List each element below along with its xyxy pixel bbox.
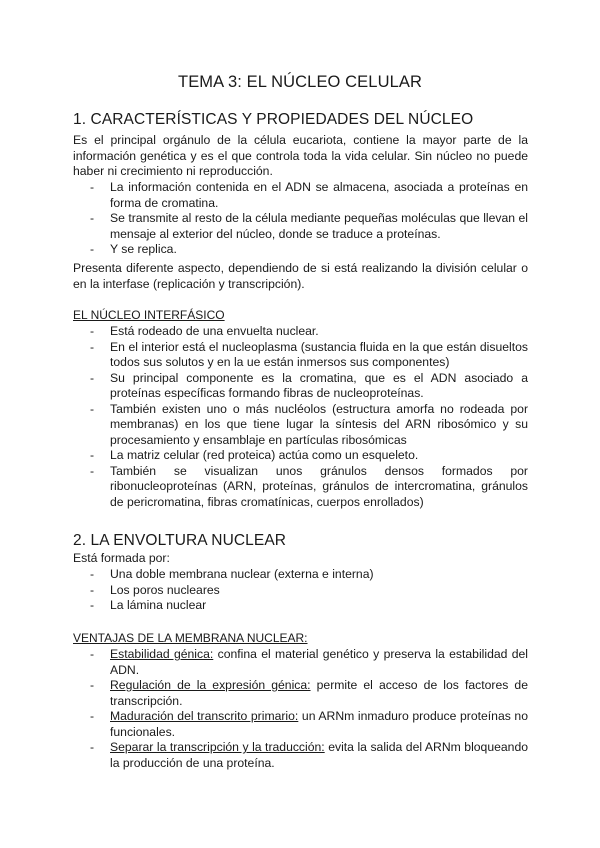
page-title: TEMA 3: EL NÚCLEO CELULAR xyxy=(178,73,422,91)
section-1-outro: Presenta diferente aspecto, dependiendo de si está realizando la división celular o en la interfase (replicación y transcripción). xyxy=(73,261,528,291)
list-item: - También se visualizan unos gránulos densos formados por ribonucleoproteínas (ARN, proteínas, gránulos de intercromatina, gránulos de pericromatina, fibras cromatínicas, cuerpos enrollados) xyxy=(73,464,528,511)
interphase-heading: EL NÚCLEO INTERFÁSICO xyxy=(73,308,225,322)
list-item: - Los poros nucleares xyxy=(73,583,528,599)
list-item: - La matriz celular (red proteica) actúa como un esqueleto. xyxy=(73,448,528,464)
advantages-list xyxy=(73,647,528,771)
advantage-term: Estabilidad génica: xyxy=(110,647,214,661)
list-item: - Y se replica. xyxy=(73,242,528,258)
list-item: - La lámina nuclear xyxy=(73,598,528,614)
list-item: - Se transmite al resto de la célula mediante pequeñas moléculas que llevan el mensaje al exterior del núcleo, donde se traduce a proteínas. xyxy=(73,211,528,242)
advantage-term: Regulación de la expresión génica: xyxy=(110,678,311,692)
section-2-heading: 2. LA ENVOLTURA NUCLEAR xyxy=(73,532,287,549)
advantage-term: Separar la transcripción y la traducción: xyxy=(110,740,325,754)
section-1-list xyxy=(73,180,528,258)
advantage-text: confina el material genético y preserva la estabilidad del ADN. xyxy=(110,647,529,677)
list-item xyxy=(73,647,528,678)
advantage-text: permite el acceso de los factores de transcripción. xyxy=(110,678,528,708)
advantage-text: evita la salida del ARNm bloqueando la producción de una proteína. xyxy=(110,740,529,770)
advantage-term: Maduración del transcrito primario: xyxy=(110,709,299,723)
list-item: - También existen uno o más nucléolos (estructura amorfa no rodeada por membranas) en los que tiene lugar la síntesis del ARN ribosómico y su procesamiento y ensamblaje en partículas ribosómicas xyxy=(73,402,528,449)
list-item xyxy=(73,709,528,740)
section-1-intro: Es el principal orgánulo de la célula eucariota, contiene la mayor parte de la información genética y es el que controla toda la vida celular. Sin núcleo no puede haber ni crecimiento ni reproducción. xyxy=(73,133,528,178)
advantage-text: un ARNm inmaduro produce proteínas no funcionales. xyxy=(110,709,528,739)
list-item xyxy=(73,740,528,771)
list-item: - La información contenida en el ADN se almacena, asociada a proteínas en forma de cromatina. xyxy=(73,180,528,211)
list-item: - Una doble membrana nuclear (externa e interna) xyxy=(73,567,528,583)
advantages-heading: VENTAJAS DE LA MEMBRANA NUCLEAR: xyxy=(73,631,308,645)
list-item: - En el interior está el nucleoplasma (sustancia fluida en la que están disueltos todos sus solutos y en la ue están inmersos sus componentes) xyxy=(73,340,528,371)
section-2-list xyxy=(73,567,528,614)
interphase-list xyxy=(73,324,528,510)
list-item xyxy=(73,678,528,709)
section-2-intro: Está formada por: xyxy=(73,551,170,565)
list-item: - Su principal componente es la cromatina, que es el ADN asociado a proteínas específicas formando fibras de nucleoproteínas. xyxy=(73,371,528,402)
section-1-heading: 1. CARACTERÍSTICAS Y PROPIEDADES DEL NÚCLEO xyxy=(73,111,474,128)
list-item: - Está rodeado de una envuelta nuclear. xyxy=(73,324,528,340)
